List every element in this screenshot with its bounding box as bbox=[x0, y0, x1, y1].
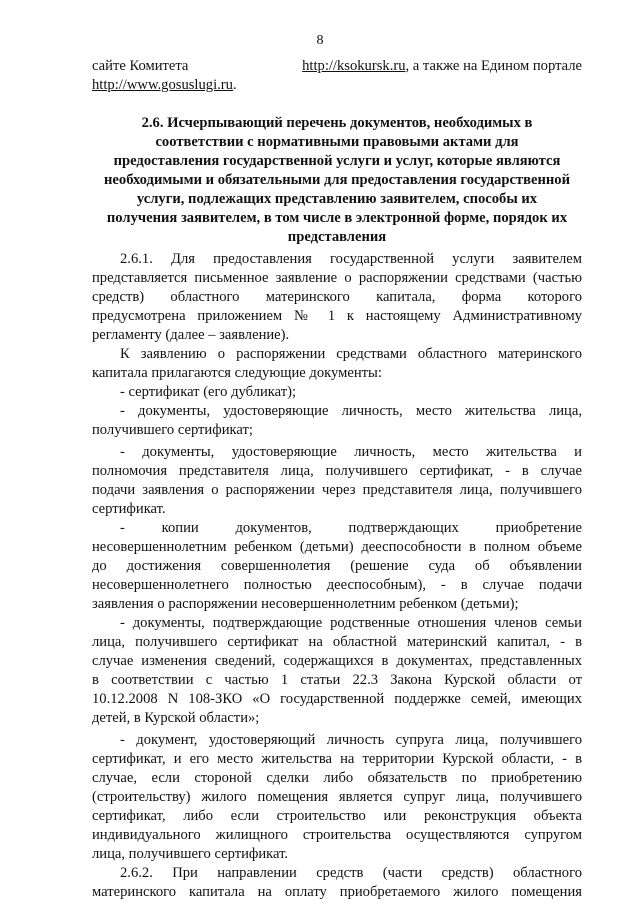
section-heading-line: соответствии с нормативными правовыми актами для bbox=[155, 134, 519, 150]
body-line: заявления о распоряжении несовершеннолетним ребенком (детьми); bbox=[92, 596, 519, 612]
body-line: 2.6.2. При направлении средств (части средств) областного bbox=[120, 865, 582, 881]
section-heading-line: предоставления государственной услуги и услуг, которые являются bbox=[113, 153, 561, 169]
body-line: 2.6.1. Для предоставления государственной услуги заявителем bbox=[120, 251, 582, 267]
intro-line-2 bbox=[92, 76, 237, 95]
intro-text-b: , а также на Едином портале bbox=[405, 58, 582, 74]
body-line: сертификат. bbox=[92, 501, 166, 517]
body-line: 10.12.2008 N 108-ЗКО «О государственной поддержке семей, имеющих bbox=[92, 691, 582, 707]
body-line: средств) областного материнского капитала, форма которого bbox=[92, 289, 582, 305]
body-line: лица, получившего сертификат. bbox=[92, 846, 289, 862]
body-line: получившего сертификат; bbox=[92, 422, 253, 438]
section-heading-line: 2.6. Исчерпывающий перечень документов, необходимых в bbox=[141, 115, 533, 131]
body-line: предусмотрена приложением № 1 к настоящему Административному bbox=[92, 308, 582, 324]
body-line: - документы, удостоверяющие личность, место жительства и bbox=[120, 444, 582, 460]
intro-line-1 bbox=[92, 57, 582, 76]
body-line: капитала прилагаются следующие документы: bbox=[92, 365, 382, 381]
body-line: несовершеннолетнего полностью дееспособным), - в случае подачи bbox=[92, 577, 582, 593]
section-heading-line: услуги, подлежащих представлению заявителем, способы их bbox=[136, 191, 538, 207]
body-line: - документы, подтверждающие родственные отношения членов семьи bbox=[120, 615, 582, 631]
body-line: в соответствии с частью 1 статьи 22.3 Закона Курской области от bbox=[92, 672, 582, 688]
body-line: до достижения совершеннолетия (решение суда об объявлении bbox=[92, 558, 582, 574]
body-line: - документы, удостоверяющие личность, место жительства лица, bbox=[120, 403, 582, 419]
intro-period: . bbox=[232, 77, 237, 93]
body-line: случае, если стороной сделки либо обязательств по приобретению bbox=[92, 770, 582, 786]
body-line: детей, в Курской области»; bbox=[92, 710, 260, 726]
section-heading-line: представления bbox=[287, 229, 387, 245]
body-line: (строительству) жилого помещения является супруг лица, получившего bbox=[92, 789, 582, 805]
intro-text-a: сайте Комитета bbox=[92, 58, 189, 74]
page-number: 8 bbox=[316, 33, 324, 48]
section-heading-line: необходимыми и обязательными для предоставления государственной bbox=[104, 172, 570, 188]
body-line: лица, получившего сертификат на областной материнский капитал, - в bbox=[92, 634, 582, 650]
body-line: материнского капитала на оплату приобретаемого жилого помещения bbox=[92, 884, 582, 900]
section-heading-line: получения заявителем, в том числе в электронной форме, порядок их bbox=[106, 210, 568, 226]
body-line: сертификат, либо если строительство или реконструкция объекта bbox=[92, 808, 582, 824]
body-line: - копии документов, подтверждающих приобретение bbox=[120, 520, 582, 536]
body-line: полномочия представителя лица, получившего сертификат, - в случае bbox=[92, 463, 582, 479]
body-line: несовершеннолетним ребенком (детьми) дееспособности в полном объеме bbox=[92, 539, 582, 555]
ksokursk-link[interactable]: http://ksokursk.ru bbox=[302, 58, 406, 74]
body-line: - документ, удостоверяющий личность супруга лица, получившего bbox=[120, 732, 582, 748]
body-line: случае изменения сведений, содержащихся в документах, представленных bbox=[92, 653, 582, 669]
gosuslugi-link[interactable]: http://www.gosuslugi.ru bbox=[92, 77, 233, 93]
body-line: сертификат, и его место жительства на территории Курской области, - в bbox=[92, 751, 582, 767]
body-line: регламенту (далее – заявление). bbox=[92, 327, 290, 343]
body-line: представляется письменное заявление о распоряжении средствами (частью bbox=[92, 270, 582, 286]
body-line: К заявлению о распоряжении средствами областного материнского bbox=[120, 346, 582, 362]
body-line: - сертификат (его дубликат); bbox=[120, 384, 297, 400]
body-line: подачи заявления о распоряжении через представителя лица, получившего bbox=[92, 482, 582, 498]
body-line: индивидуального жилищного строительства осуществляются супругом bbox=[92, 827, 582, 843]
